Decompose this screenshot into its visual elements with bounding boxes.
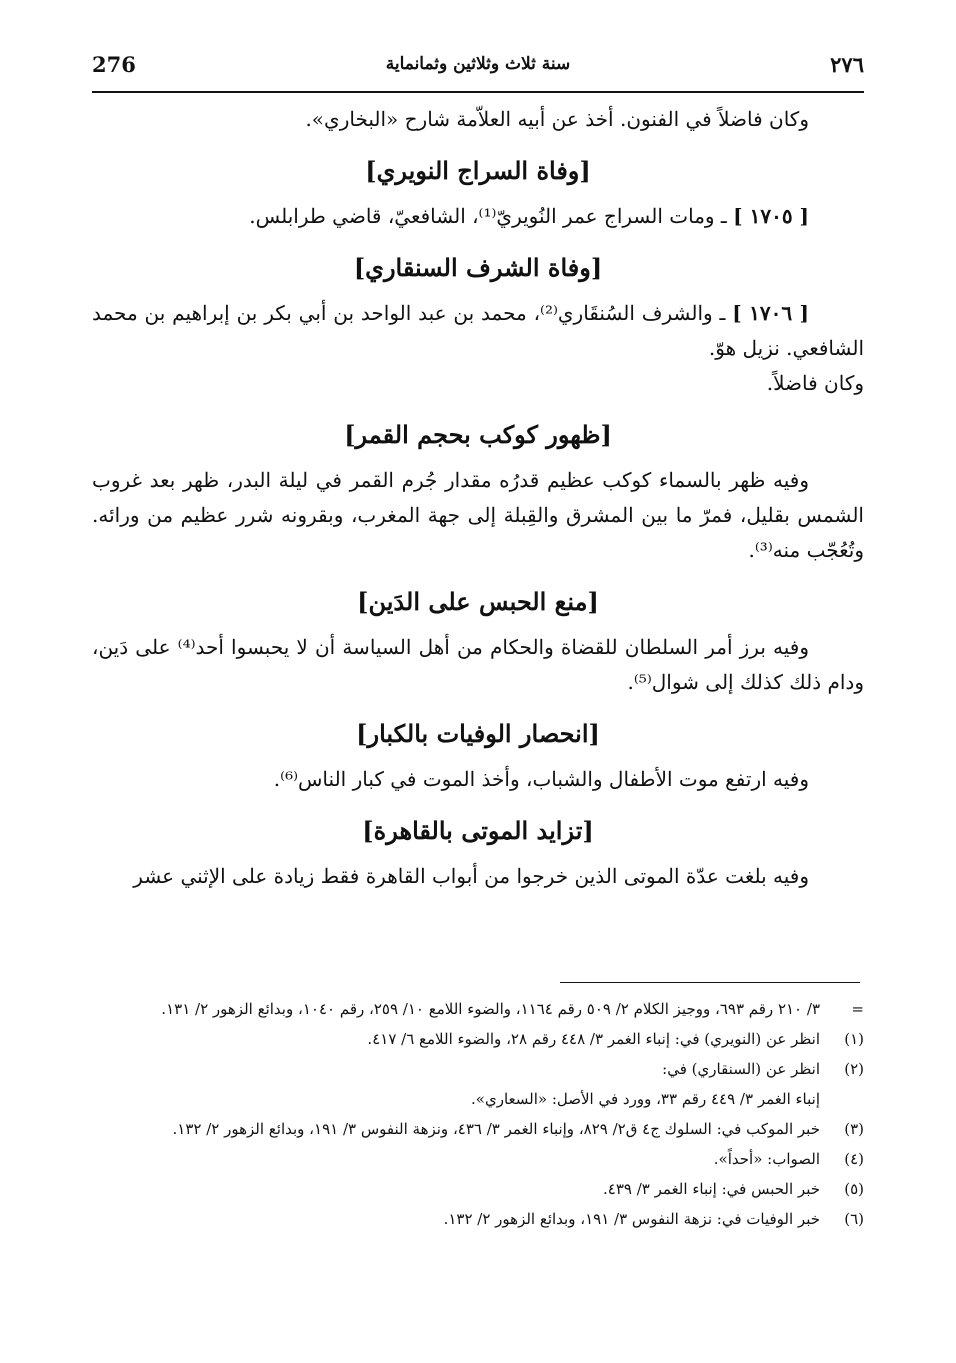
entry-text: ـ والشرف السُنقَاري⁽²⁾، محمد بن عبد الواحد بن أبي بكر بن إبراهيم بن محمد الشافعي. نزيل هوّ. (92, 301, 864, 360)
footnote-continuation-line: إنباء الغمر ٣/ ٤٤٩ رقم ٣٣، وورد في الأصل: «السعاري». (471, 1090, 820, 1108)
section-heading: [ظهور كوكب بحجم القمر] (344, 420, 612, 449)
section-paragraph (92, 199, 864, 234)
footnote-mark: (٣) (844, 1120, 864, 1138)
footnote (92, 1054, 864, 1084)
footnotes (92, 994, 864, 1234)
page-number-latin: 276 (92, 52, 136, 77)
footnote (92, 1144, 864, 1174)
footnote-mark: (٥) (844, 1180, 864, 1198)
footnote-mark: (٤) (844, 1150, 864, 1168)
page-header (92, 52, 864, 92)
section-heading: [تزايد الموتى بالقاهرة] (362, 816, 594, 845)
footnote-continuation (92, 994, 864, 1024)
footnote-text: الصواب: «أحداً». (713, 1150, 820, 1168)
section-paragraph: وفيه بلغت عدّة الموتى الذين خرجوا من أبواب القاهرة فقط زيادة على الإثني عشر (133, 864, 809, 888)
main-text (92, 102, 864, 894)
entry-text: ـ ومات السراج عمر النُويريّ⁽¹⁾، الشافعيّ، قاضي طرابلس. (249, 204, 727, 228)
footnote-mark: (١) (844, 1030, 864, 1048)
header-divider (92, 91, 864, 93)
footnote (92, 1114, 864, 1144)
footnote-mark: (٢) (844, 1060, 864, 1078)
footnote-divider (560, 982, 860, 983)
footnote-text: ٣/ ٢١٠ رقم ٦٩٣، ووجيز الكلام ٢/ ٥٠٩ رقم ١١٦٤، والضوء اللامع ١٠/ ٢٥٩، رقم ١٠٤٠، وبدائع الزهور ٢/ ١٣١. (161, 1000, 820, 1018)
section-paragraph (92, 296, 864, 366)
footnote (92, 1174, 864, 1204)
footnote-mark: (٦) (844, 1210, 864, 1228)
entry-number: [ ١٧٠٥ ] (733, 204, 809, 228)
intro-paragraph: وكان فاضلاً في الفنون. أخذ عن أبيه العلاّمة شارح «البخاري». (305, 107, 809, 131)
section-heading: [وفاة السراج النويري] (365, 156, 591, 185)
footnote-text: انظر عن (السنقاري) في: (662, 1060, 820, 1078)
footnote-mark: = (851, 1000, 864, 1018)
footnote (92, 1204, 864, 1234)
footnote-text: خبر الحبس في: إنباء الغمر ٣/ ٤٣٩. (603, 1180, 820, 1198)
entry-number: [ ١٧٠٦ ] (732, 301, 809, 325)
footnote-text: خبر الوفيات في: نزهة النفوس ٣/ ١٩١، وبدائع الزهور ٢/ ١٣٢. (443, 1210, 820, 1228)
section-heading: [منع الحبس على الدَين] (357, 587, 599, 616)
section-heading: [انحصار الوفيات بالكبار] (356, 719, 600, 748)
running-title: سنة ثلاث وثلاثين وثمانماية (385, 54, 571, 74)
section-paragraph: وفيه برز أمر السلطان للقضاة والحكام من أهل السياسة أن لا يحبسوا أحد⁽⁴⁾ على دَين، ودام ذلك كذلك إلى شوال⁽⁵⁾. (92, 635, 864, 694)
section-paragraph: وفيه ظهر بالسماء كوكب عظيم قدرُه مقدار جُرم القمر في ليلة البدر، ظهر بعد غروب الشمس بقليل، فمرّ ما بين المشرق والقِبلة إلى جهة المغرب، وبقرونه شرر عظيم من ورائه. وتُعُجّب منه⁽³⁾. (92, 468, 864, 562)
footnote (92, 1024, 864, 1054)
section-heading: [وفاة الشرف السنقاري] (353, 253, 603, 282)
section-paragraph-extra: وكان فاضلاً. (766, 371, 864, 395)
footnote-text: خبر الموكب في: السلوك ج٤ ق٢/ ٨٢٩، وإنباء الغمر ٣/ ٤٣٦، ونزهة النفوس ٣/ ١٩١، وبدائع الزهور ٢/ ١٣٢. (172, 1120, 820, 1138)
page-number-arabic: ٢٧٦ (830, 52, 864, 77)
section-paragraph: وفيه ارتفع موت الأطفال والشباب، وأخذ الموت في كبار الناس⁽⁶⁾. (273, 767, 809, 791)
footnote-text: انظر عن (النويري) في: إنباء الغمر ٣/ ٤٤٨ رقم ٢٨، والضوء اللامع ٦/ ٤١٧. (367, 1030, 820, 1048)
